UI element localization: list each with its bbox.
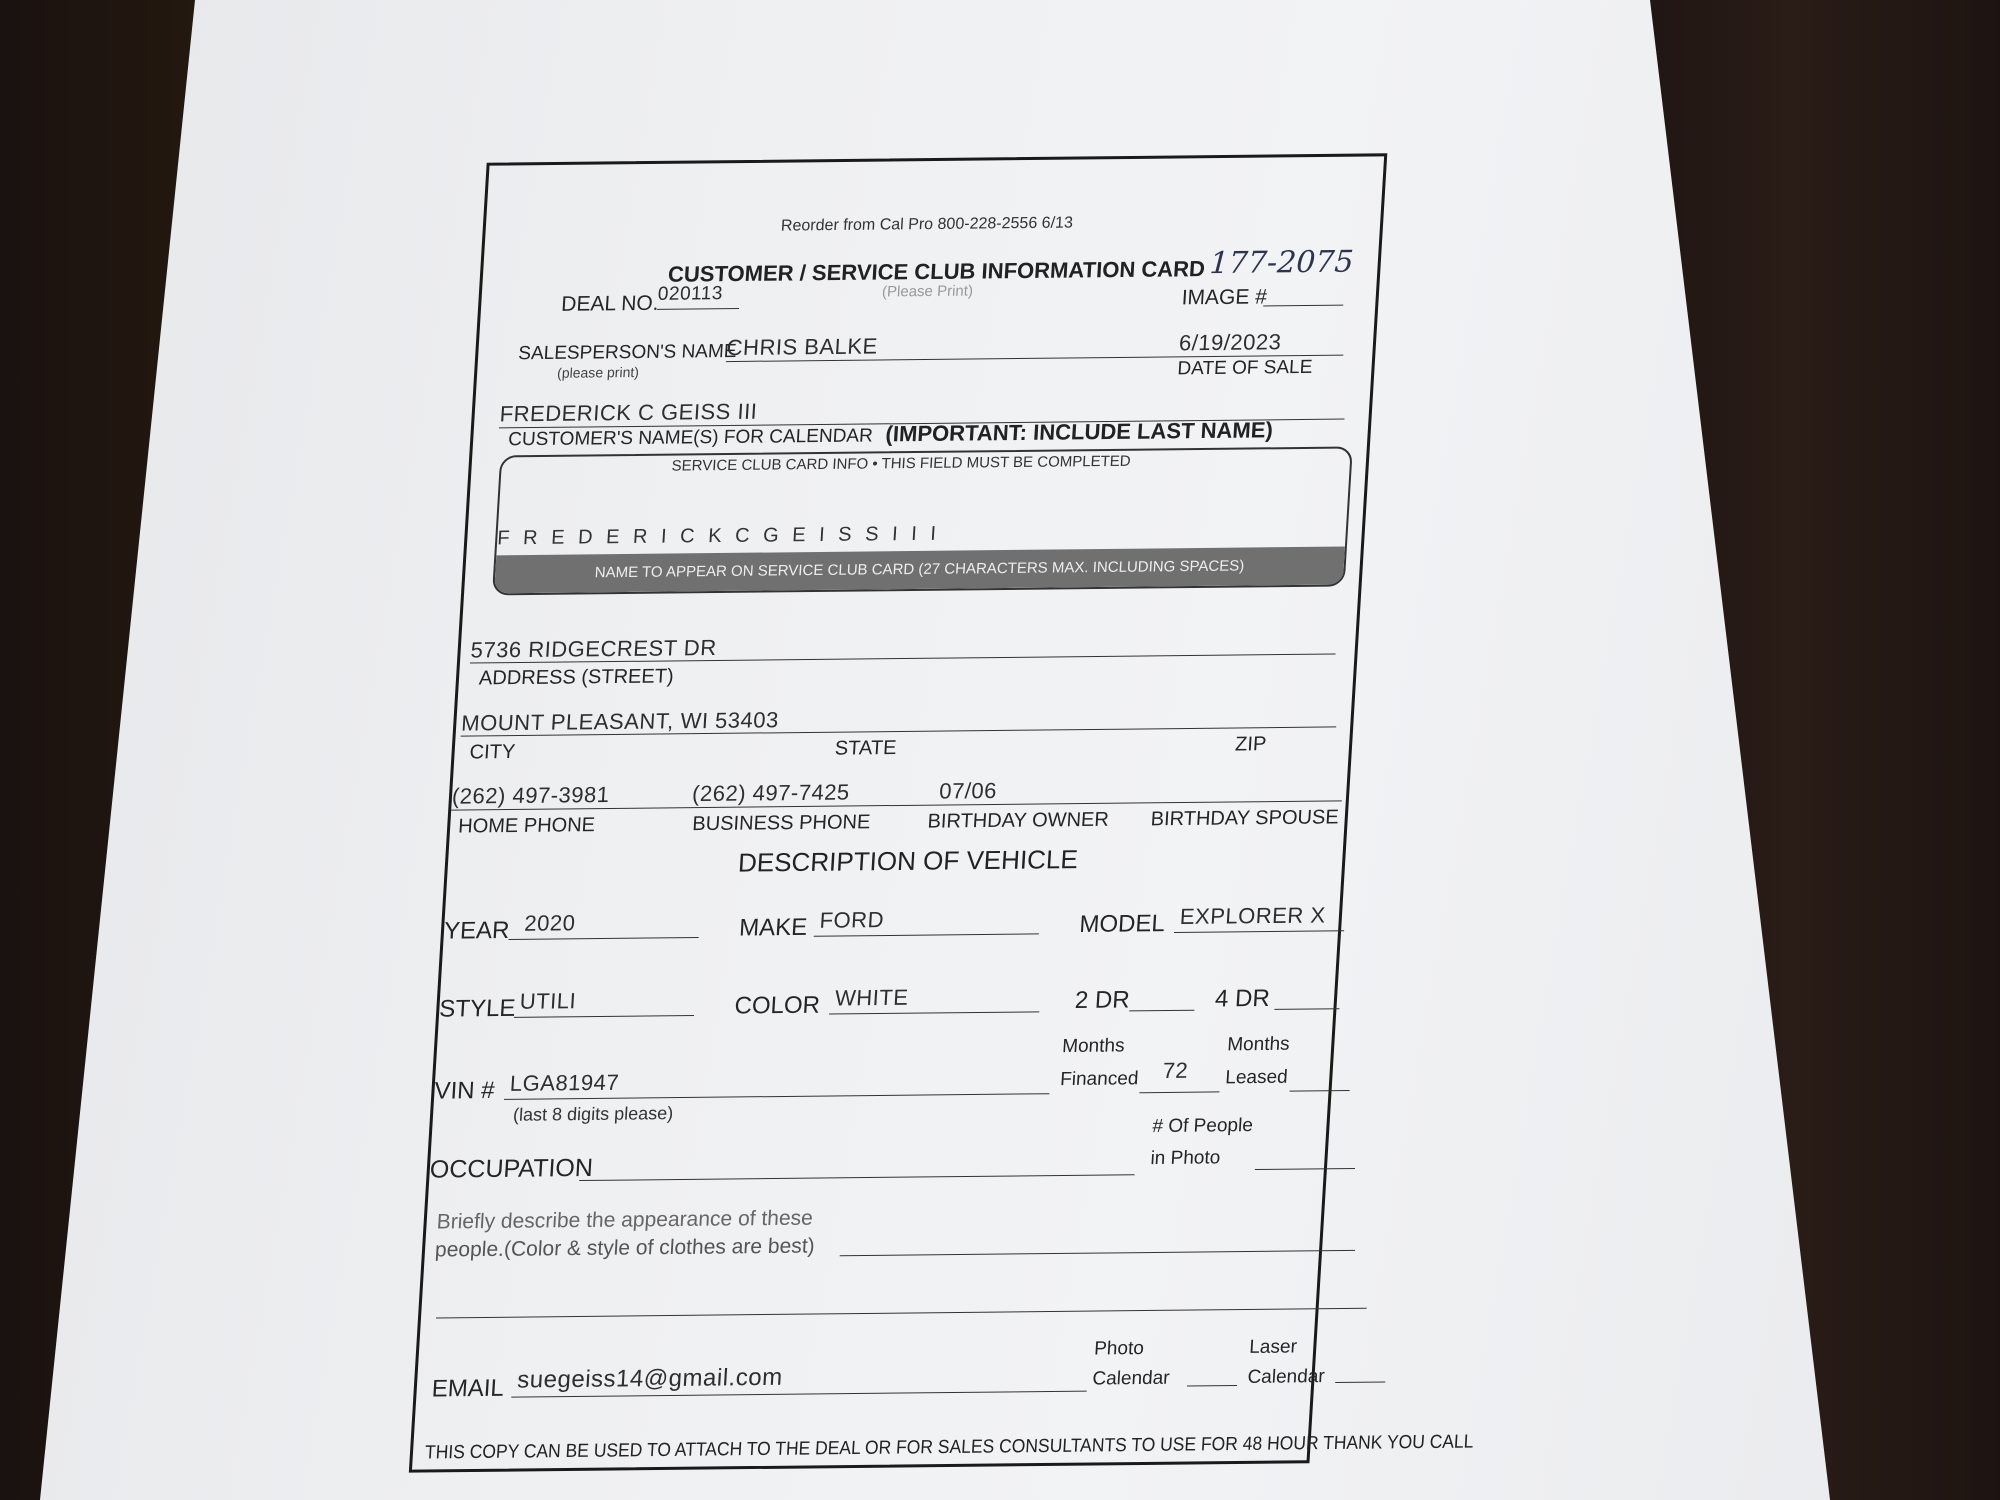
months-leased-bottom: Leased [1224,1066,1289,1089]
months-leased-top: Months [1226,1033,1291,1056]
salesperson-label: SALESPERSON'S NAME [517,340,738,365]
image-number-field[interactable] [1263,305,1343,307]
date-of-sale-value[interactable]: 6/19/2023 [1178,329,1283,356]
business-phone-value[interactable]: (262) 497-7425 [691,779,851,807]
service-club-name-band: NAME TO APPEAR ON SERVICE CLUB CARD (27 CHARACTERS MAX. INCLUDING SPACES) [494,546,1345,593]
occupation-field[interactable] [579,1174,1134,1181]
color-label: COLOR [733,991,821,1020]
style-underline [514,1015,694,1018]
describe-field-1[interactable] [840,1250,1355,1256]
four-door-field[interactable] [1274,1008,1339,1010]
email-label: EMAIL [430,1374,505,1403]
laser-calendar-bottom: Calendar [1246,1366,1326,1388]
vin-value[interactable]: LGA81947 [509,1069,620,1096]
email-value[interactable]: suegeiss14@gmail.com [516,1363,784,1394]
image-number-label: IMAGE # [1181,285,1268,310]
reorder-line: Reorder from Cal Pro 800-228-2556 6/13 [780,214,1074,235]
deal-number-label: DEAL NO. [560,291,660,316]
please-print-note: (Please Print) [881,282,974,301]
vin-hint: (last 8 digits please) [512,1103,674,1125]
birthday-owner-label: BIRTHDAY OWNER [926,808,1110,833]
address-value[interactable]: 5736 RIDGECREST DR [469,634,718,663]
deal-number-value[interactable]: 020113 [657,283,724,305]
customer-name-label: CUSTOMER'S NAME(S) FOR CALENDAR [507,425,874,451]
year-underline [508,937,698,940]
city-value[interactable]: MOUNT PLEASANT, WI 53403 [460,707,780,736]
salesperson-value[interactable]: CHRIS BALKE [725,333,879,361]
birthday-owner-value[interactable]: 07/06 [938,777,998,804]
customer-name-value[interactable]: FREDERICK C GEISS III [499,398,759,427]
model-underline [1174,930,1344,933]
address-label: ADDRESS (STREET) [478,665,675,690]
service-club-card-name[interactable]: F R E D E R I C K C G E I S S I I I [496,522,941,550]
deal-number-underline [657,308,739,310]
vin-label: VIN # [433,1077,496,1105]
salesperson-sublabel: (please print) [556,363,640,381]
color-underline [829,1011,1039,1014]
state-label: STATE [834,737,898,760]
style-value[interactable]: UTILI [519,988,577,1014]
make-label: MAKE [738,913,809,942]
two-door-label: 2 DR [1074,986,1131,1014]
describe-field-2[interactable] [436,1308,1367,1319]
vehicle-heading: DESCRIPTION OF VEHICLE [737,844,1079,878]
laser-calendar-top: Laser [1248,1336,1298,1358]
photo-calendar-top: Photo [1093,1338,1145,1360]
two-door-field[interactable] [1129,1010,1194,1012]
home-phone-label: HOME PHONE [457,814,596,838]
color-value[interactable]: WHITE [834,984,910,1011]
business-phone-label: BUSINESS PHONE [691,811,871,836]
people-count-bottom: in Photo [1149,1147,1221,1170]
months-financed-underline [1139,1091,1219,1093]
style-label: STYLE [438,994,517,1023]
footer-note: THIS COPY CAN BE USED TO ATTACH TO THE DEAL OR FOR SALES CONSULTANTS TO USE FOR 48 HOUR THANK YOU CALL [424,1431,1475,1464]
year-value[interactable]: 2020 [523,910,577,936]
home-phone-value[interactable]: (262) 497-3981 [451,781,611,809]
model-value[interactable]: EXPLORER X [1179,902,1327,929]
important-note: (IMPORTANT: INCLUDE LAST NAME) [884,417,1274,447]
model-label: MODEL [1078,910,1166,938]
form-title: CUSTOMER / SERVICE CLUB INFORMATION CARD [667,256,1206,287]
describe-line-2: people.(Color & style of clothes are best) [434,1234,816,1262]
people-count-top: # Of People [1151,1115,1254,1138]
months-financed-top: Months [1061,1035,1126,1058]
photo-calendar-field[interactable] [1187,1385,1237,1387]
photo-calendar-bottom: Calendar [1091,1367,1171,1390]
service-club-box [492,446,1353,595]
date-of-sale-label: DATE OF SALE [1176,356,1313,380]
year-label: YEAR [443,916,511,945]
months-financed-bottom: Financed [1059,1068,1140,1091]
four-door-label: 4 DR [1214,984,1271,1013]
make-value[interactable]: FORD [818,907,885,933]
zip-label: ZIP [1234,733,1267,756]
handwritten-number: 177-2075 [1208,244,1355,282]
service-club-header: SERVICE CLUB CARD INFO • THIS FIELD MUST BE COMPLETED [671,452,1132,475]
occupation-label: OCCUPATION [428,1153,594,1184]
describe-line-1: Briefly describe the appearance of these [436,1206,814,1234]
city-label: CITY [468,741,516,764]
make-underline [814,933,1039,936]
information-card-form [409,153,1475,1472]
months-financed-value[interactable]: 72 [1162,1057,1190,1084]
birthday-spouse-label: BIRTHDAY SPOUSE [1150,806,1340,831]
